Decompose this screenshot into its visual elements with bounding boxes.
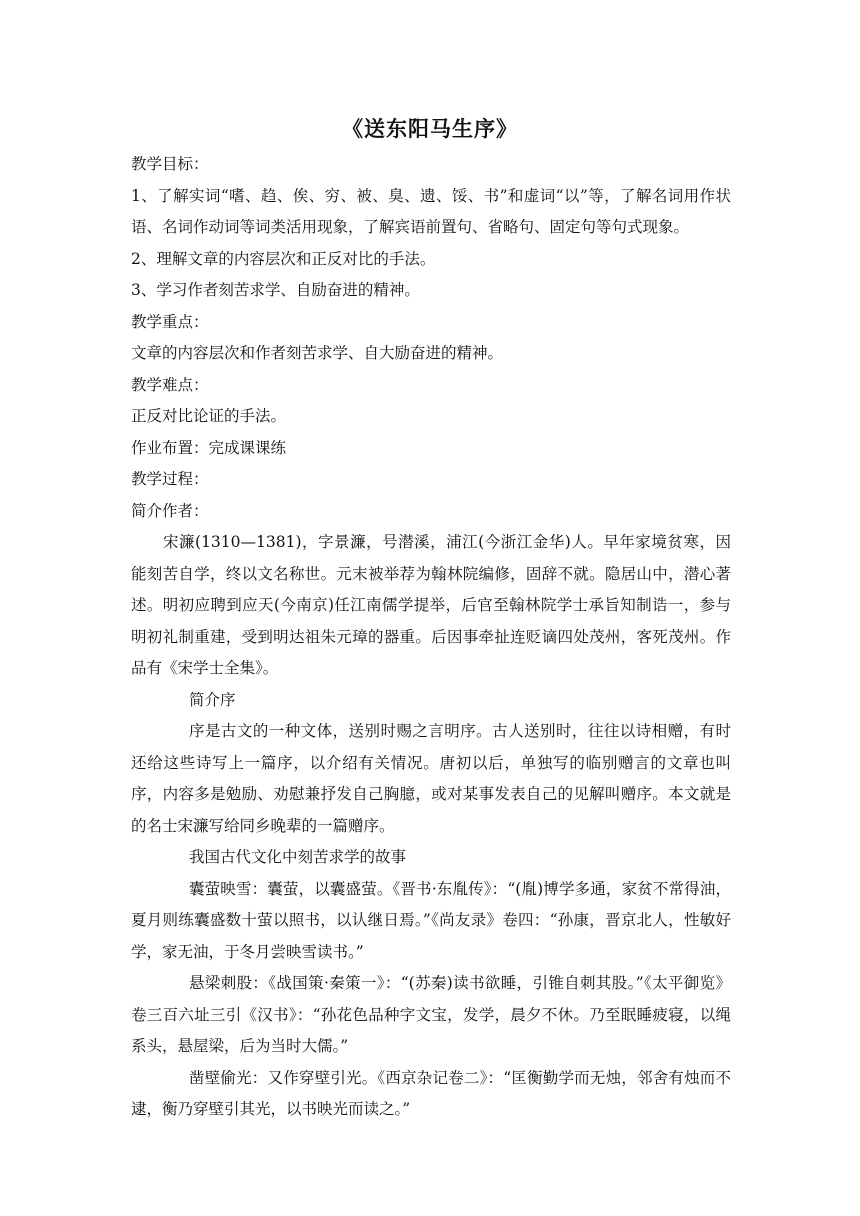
story-paragraph-wall-light: 凿壁偷光：又作穿壁引光。《西京杂记卷二》：“匡衡勤学而无烛，邻舍有烛而不逮，衡乃穿壁引其光，以书映光而读之。” — [131, 1068, 731, 1118]
goal-item-2: 2、理解文章的内容层次和正反对比的手法。 — [131, 249, 436, 268]
goal-item-1: 1、了解实词“嗜、趋、俟、穷、被、臭、遗、馁、书”和虚词“以”等，了解名词用作状语、名词作动词等词类活用现象，了解宾语前置句、省略句、固定句等句式现象。 — [131, 186, 731, 236]
preface-intro-paragraph: 序是古文的一种文体，送别时赐之言明序。古人送别时，往往以诗相赠，有时还给这些诗写上一篇序，以介绍有关情况。唐初以后，单独写的临别赠言的文章也叫序，内容多是勉励、劝慰兼抒发自己胸臆，或对某事发表自己的见解叫赠序。本文就是的名士宋濂写给同乡晚辈的一篇赠序。 — [131, 722, 731, 835]
author-intro-paragraph: 宋濂(1310—1381)，字景濂，号潜溪，浦江(今浙江金华)人。早年家境贫寒，因能刻苦自学，终以文名称世。元末被举荐为翰林院编修，固辞不就。隐居山中，潜心著述。明初应聘到应天(今南京)任江南儒学提举，后官至翰林院学士承旨知制诰一，参与明初礼制重建，受到明达祖朱元璋的器重。后因事牵扯连贬谪四处茂州，客死茂州。作品有《宋学士全集》。 — [131, 533, 731, 677]
heading-teaching-goals: 教学目标： — [131, 155, 209, 173]
heading-author-intro: 简介作者： — [131, 501, 209, 520]
story-paragraph-firefly-snow: 囊萤映雪：囊萤，以囊盛萤。《晋书·东胤传》：“(胤)博学多通，家贫不常得油，夏月则练囊盛数十萤以照书，以认继日焉。”《尚友录》卷四：“孙康，晋京北人，性敏好学，家无油，于冬月尝映雪读书。” — [131, 879, 731, 961]
story-paragraph-beam-thigh: 悬梁刺股：《战国策·秦策一》：“(苏秦)读书欲睡，引锥自刺其股。”《太平御览》卷三百六址三引《汉书》：“孙花色品种字文宝，发学，晨夕不休。乃至眠睡疲寝，以绳系头，悬屋梁，后为当时大儒。” — [131, 974, 731, 1055]
goal-item-3: 3、学习作者刻苦求学、自励奋进的精神。 — [131, 281, 420, 299]
heading-difficulties: 教学难点： — [131, 375, 209, 394]
key-points-text: 文章的内容层次和作者刻苦求学、自大励奋进的精神。 — [131, 344, 504, 362]
heading-study-stories: 我国古代文化中刻苦求学的故事 — [189, 848, 407, 866]
difficulties-text: 正反对比论证的手法。 — [131, 407, 287, 425]
document-body — [131, 149, 731, 1126]
heading-preface-intro: 简介序 — [189, 690, 236, 709]
homework-line: 作业布置：完成课课练 — [131, 438, 287, 457]
document-title: 《送东阳马生序》 — [342, 117, 518, 141]
heading-process: 教学过程： — [131, 470, 209, 488]
heading-key-points: 教学重点： — [131, 312, 209, 331]
